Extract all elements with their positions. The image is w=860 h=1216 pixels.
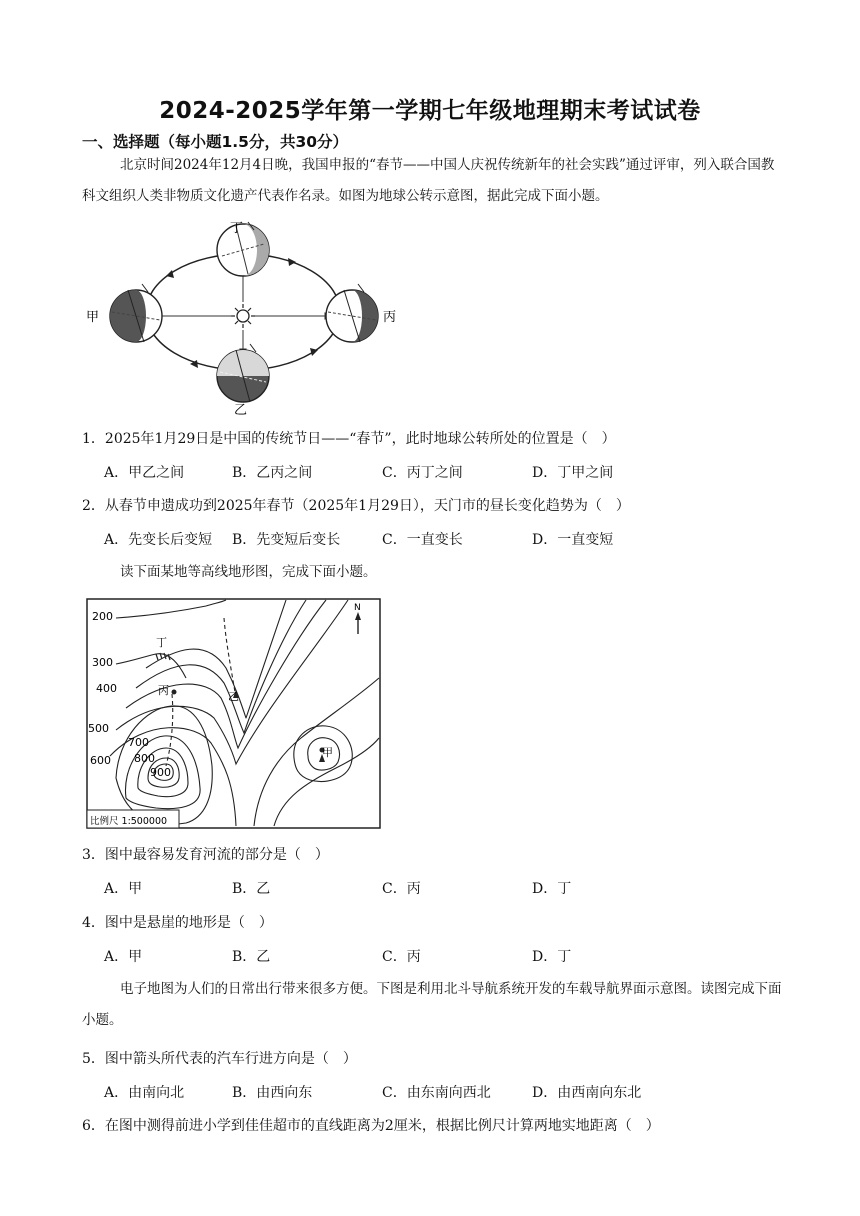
point-ding: 丁	[156, 636, 167, 649]
contour-label-900: 900	[150, 766, 171, 779]
earth-revolution-figure	[86, 216, 406, 416]
q2-option-c[interactable]: C．一直变长	[382, 532, 463, 548]
q4-option-a[interactable]: A．甲	[104, 949, 143, 965]
north-label: N	[354, 603, 361, 613]
point-yi: 乙	[228, 690, 239, 703]
scale-label: 比例尺 1:500000	[90, 816, 168, 827]
contour-label-700: 700	[128, 736, 149, 749]
q3-option-d[interactable]: D．丁	[532, 881, 572, 897]
q1-option-d[interactable]: D．丁甲之间	[532, 465, 614, 481]
intro-paragraph-3: 电子地图为人们的日常出行带来很多方便。下图是利用北斗导航系统开发的车载导航界面示意图。读图完成下面小题。	[82, 981, 782, 1028]
contour-label-200: 200	[92, 610, 113, 623]
q3-option-c[interactable]: C．丙	[382, 881, 421, 897]
question-2: 2．从春节申遗成功到2025年春节（2025年1月29日），天门市的昼长变化趋势为（ ）	[82, 498, 630, 514]
label-bing: 丙	[383, 310, 397, 325]
question-5: 5．图中箭头所代表的汽车行进方向是（ ）	[82, 1051, 357, 1067]
q5-option-c[interactable]: C．由东南向西北	[382, 1085, 491, 1101]
question-6: 6．在图中测得前进小学到佳佳超市的直线距离为2厘米，根据比例尺计算两地实地距离（ ）	[82, 1118, 660, 1134]
page-title: 2024-2025学年第一学期七年级地理期末考试试卷	[159, 98, 701, 124]
q4-option-c[interactable]: C．丙	[382, 949, 421, 965]
q4-option-b[interactable]: B．乙	[232, 949, 271, 965]
contour-label-800: 800	[134, 752, 155, 765]
intro-paragraph-1: 北京时间2024年12月4日晚，我国申报的“春节——中国人庆祝传统新年的社会实践”通过评审，列入联合国教科文组织人类非物质文化遗产代表作名录。如图为地球公转示意图，据此完成下面小题。	[82, 157, 775, 204]
contour-label-300: 300	[92, 656, 113, 669]
q1-option-a[interactable]: A．甲乙之间	[104, 465, 185, 481]
sun-icon	[231, 304, 255, 328]
question-4: 4．图中是悬崖的地形是（ ）	[82, 915, 273, 931]
q2-option-d[interactable]: D．一直变短	[532, 532, 614, 548]
section-heading: 一、选择题（每小题1.5分，共30分）	[82, 133, 349, 151]
intro-paragraph-2: 读下面某地等高线地形图，完成下面小题。	[120, 564, 377, 580]
point-jia: 甲	[322, 746, 333, 759]
q5-option-b[interactable]: B．由西向东	[232, 1085, 313, 1101]
q4-option-d[interactable]: D．丁	[532, 949, 572, 965]
globe-yi	[217, 344, 269, 402]
q3-option-a[interactable]: A．甲	[104, 881, 143, 897]
contour-map-figure	[86, 598, 382, 830]
label-jia: 甲	[86, 310, 100, 325]
label-ding: 丁	[230, 221, 244, 236]
globe-jia	[110, 284, 162, 342]
q3-option-b[interactable]: B．乙	[232, 881, 271, 897]
q5-option-a[interactable]: A．由南向北	[104, 1085, 185, 1101]
q2-option-b[interactable]: B．先变短后变长	[232, 532, 341, 548]
q5-option-d[interactable]: D．由西南向东北	[532, 1085, 642, 1101]
contour-label-500: 500	[88, 722, 109, 735]
label-yi: 乙	[234, 403, 248, 416]
question-3: 3．图中最容易发育河流的部分是（ ）	[82, 847, 329, 863]
question-1: 1．2025年1月29日是中国的传统节日——“春节”，此时地球公转所处的位置是（ ）	[82, 431, 616, 447]
q1-option-b[interactable]: B．乙丙之间	[232, 465, 313, 481]
q2-option-a[interactable]: A．先变长后变短	[104, 532, 213, 548]
q1-option-c[interactable]: C．丙丁之间	[382, 465, 463, 481]
point-bing: 丙	[158, 684, 169, 697]
contour-label-600: 600	[90, 754, 111, 767]
contour-label-400: 400	[96, 682, 117, 695]
